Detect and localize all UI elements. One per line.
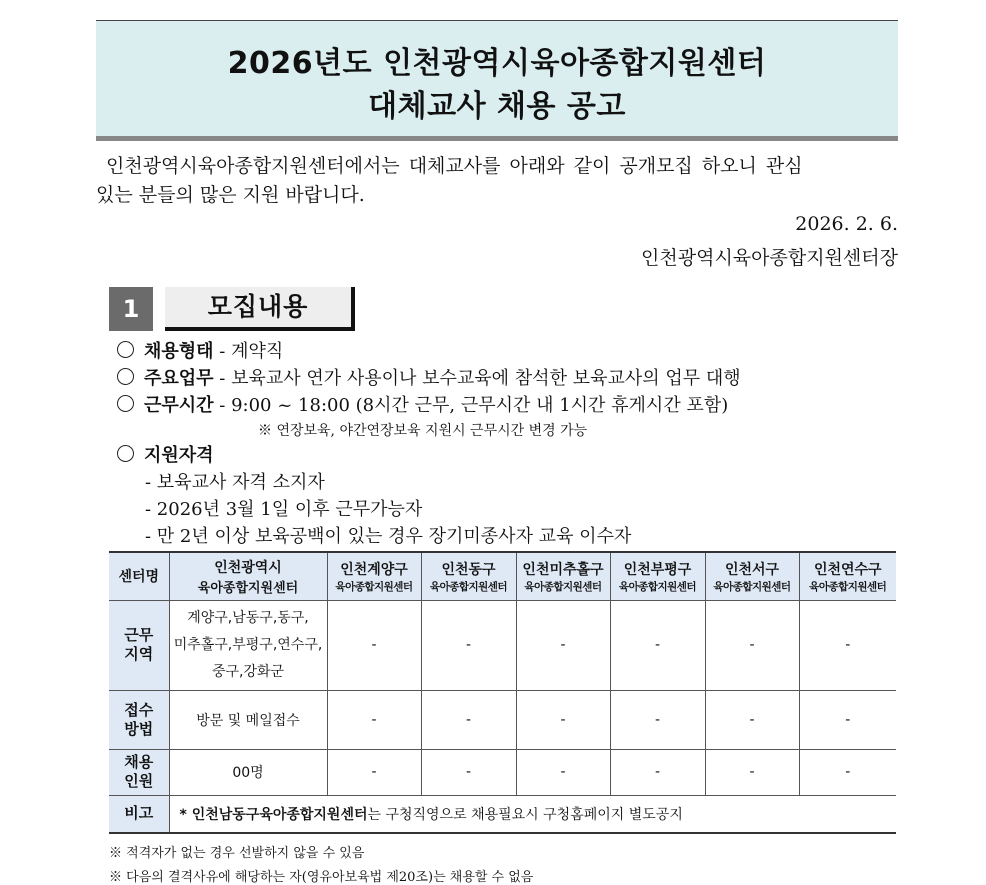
main-duty-row <box>117 364 741 390</box>
qualification-item: - 2026년 3월 1일 이후 근무가능자 <box>145 499 423 520</box>
table-cell: - <box>516 600 610 690</box>
table-cell: - <box>421 600 516 690</box>
table-row <box>109 749 896 795</box>
remark-label: 비고 <box>109 795 169 833</box>
table-row <box>109 600 896 690</box>
circle-bullet-icon <box>117 368 134 385</box>
table-cell: - <box>705 749 799 795</box>
remark-text: 는 구청직영으로 채용필요시 구청홈페이지 별도공지 <box>367 806 683 823</box>
table-cell: 방문 및 메일접수 <box>169 690 327 749</box>
main-duty-label: 주요업무 <box>144 368 214 389</box>
section-number: 1 <box>109 287 153 331</box>
footnote: ※ 다음의 결격사유에 해당하는 자(영유아보육법 제20조)는 채용할 수 없음 <box>109 870 534 885</box>
work-hours-label: 근무시간 <box>144 395 214 416</box>
circle-bullet-icon <box>117 395 134 412</box>
issuer: 인천광역시육아종합지원센터장 <box>641 247 898 269</box>
column-name: 인천미추홀구 <box>522 561 604 578</box>
table-cell: - <box>610 600 705 690</box>
title-line-1: 2026년도 인천광역시육아종합지원센터 <box>227 46 767 81</box>
column-name: 인천계양구 <box>340 561 408 578</box>
title-line-2: 대체교사 채용 공고 <box>368 89 626 124</box>
column-name: 인천광역시 <box>214 559 282 576</box>
row-label: 채용 인원 <box>109 749 169 795</box>
header-column <box>610 552 705 600</box>
column-sub: 육아종합지원센터 <box>618 580 697 593</box>
remark-cell <box>169 795 896 833</box>
remark-bold: * 인천남동구육아종합지원센터 <box>179 806 368 823</box>
intro-paragraph <box>96 152 898 210</box>
table-cell: 00명 <box>169 749 327 795</box>
center-table <box>109 551 896 834</box>
header-column <box>327 552 421 600</box>
table-row <box>109 690 896 749</box>
header-column <box>516 552 610 600</box>
table-cell: - <box>327 600 421 690</box>
header-center-name: 센터명 <box>109 552 169 600</box>
table-cell: - <box>610 749 705 795</box>
table-cell: - <box>799 600 896 690</box>
column-sub: 육아종합지원센터 <box>197 580 299 596</box>
table-cell: - <box>799 749 896 795</box>
row-label: 접수 방법 <box>109 690 169 749</box>
table-cell: - <box>705 690 799 749</box>
qualification-item: - 만 2년 이상 보육공백이 있는 경우 장기미종사자 교육 이수자 <box>145 526 632 547</box>
circle-bullet-icon <box>117 445 134 462</box>
header-column <box>705 552 799 600</box>
table-header-row <box>109 552 896 600</box>
notice-date: 2026. 2. 6. <box>795 213 898 235</box>
section-title: 모집내용 <box>165 287 355 331</box>
work-hours-note: ※ 연장보육, 야간연장보육 지원시 근무시간 변경 가능 <box>258 423 588 439</box>
header-column <box>169 552 327 600</box>
footnote: ※ 적격자가 없는 경우 선발하지 않을 수 있음 <box>109 846 365 861</box>
column-sub: 육아종합지원센터 <box>524 580 602 593</box>
table-cell: - <box>327 690 421 749</box>
qualification-label: 지원자격 <box>144 445 214 466</box>
table-cell: - <box>421 749 516 795</box>
column-name: 인천서구 <box>724 561 780 578</box>
table-cell: - <box>516 749 610 795</box>
title-banner <box>96 20 898 141</box>
column-name: 인천부평구 <box>623 561 692 578</box>
main-duty-value: - 보육교사 연가 사용이나 보수교육에 참석한 보육교사의 업무 대행 <box>213 368 741 389</box>
employment-type-label: 채용형태 <box>144 341 214 362</box>
column-sub: 육아종합지원센터 <box>809 580 887 593</box>
header-column <box>799 552 896 600</box>
column-name: 인천동구 <box>441 561 496 578</box>
table-cell: - <box>610 690 705 749</box>
employment-type-row <box>117 337 283 363</box>
table-cell: - <box>705 600 799 690</box>
row-label: 근무 지역 <box>109 600 169 690</box>
table-cell: - <box>799 690 896 749</box>
remark-row <box>109 795 896 833</box>
column-sub: 육아종합지원센터 <box>335 580 413 593</box>
employment-type-value: - 계약직 <box>213 341 284 362</box>
table-cell: 계양구,남동구,동구, 미추홀구,부평구,연수구, 중구,강화군 <box>169 600 327 690</box>
column-name: 인천연수구 <box>813 561 882 578</box>
column-sub: 육아종합지원센터 <box>429 580 508 593</box>
intro-line-2: 있는 분들의 많은 지원 바랍니다. <box>96 184 365 206</box>
work-hours-row <box>117 391 728 417</box>
qualification-item: - 보육교사 자격 소지자 <box>145 472 325 493</box>
work-hours-value: - 9:00 ~ 18:00 (8시간 근무, 근무시간 내 1시간 휴게시간 포함) <box>213 395 729 416</box>
intro-line-1: 인천광역시육아종합지원센터에서는 대체교사를 아래와 같이 공개모집 하오니 관심 <box>106 155 803 177</box>
column-sub: 육아종합지원센터 <box>713 580 791 593</box>
header-column <box>421 552 516 600</box>
qualification-row <box>117 441 214 467</box>
table-cell: - <box>516 690 610 749</box>
table-cell: - <box>327 749 421 795</box>
circle-bullet-icon <box>117 341 134 358</box>
table-cell: - <box>421 690 516 749</box>
